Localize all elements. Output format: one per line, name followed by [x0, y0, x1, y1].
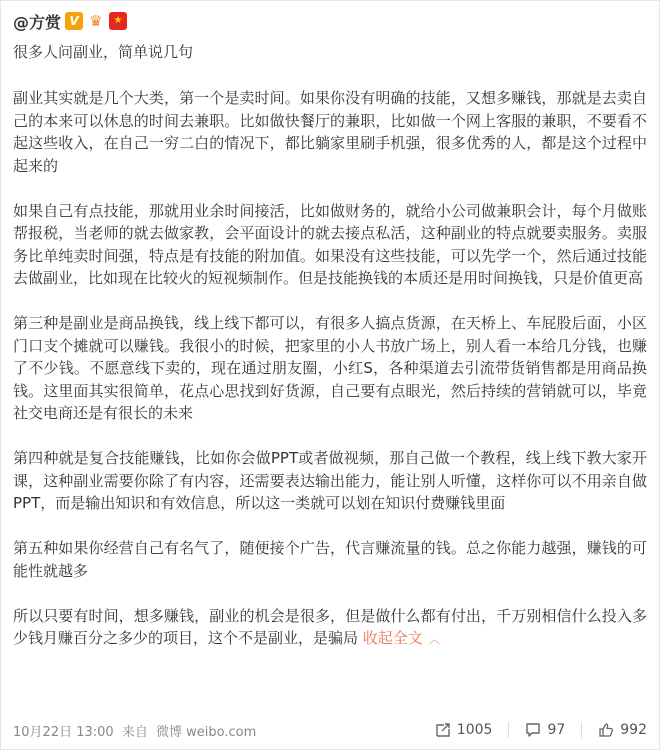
divider — [508, 722, 509, 738]
post-header — [13, 7, 127, 35]
china-flag-icon[interactable]: ★ — [109, 12, 127, 30]
post-intro: 很多人问副业，简单说几句 — [13, 43, 194, 61]
like-count: 992 — [620, 722, 647, 738]
comment-icon — [525, 722, 541, 738]
share-icon — [435, 722, 451, 738]
chevron-up-icon[interactable]: ︿ — [428, 633, 440, 646]
post-paragraph-last — [13, 605, 647, 652]
divider — [581, 722, 582, 738]
post-actions — [419, 722, 647, 738]
post-meta — [13, 721, 419, 740]
post-paragraph: 副业其实就是几个大类，第一个是卖时间。如果你没有明确的技能，又想多赚钱，那就是去卖自己的本来可以休息的时间去兼职。比如做快餐厅的兼职，比如做一个网上客服的兼职，不要看不起这些收入，在自己一穷二白的情况下，都比躺家里刷手机强，很多优秀的人，都是这个过程中起来的 — [13, 89, 647, 175]
crown-member-icon[interactable]: ♛ — [87, 12, 105, 30]
post-paragraph: 如果自己有点技能，那就用业余时间接活，比如做财务的，就给小公司做兼职会计，每个月做账帮报税，当老师的就去做家教，会平面设计的就去接点私活，这种副业的特点就要卖服务。卖服务比单纯卖时间强，特点是有技能的附加值。如果没有这些技能，可以先学一个，然后通过技能去做副业，比如现在比较火的短视频制作。但是技能换钱的本质还是用时间换钱，只是价值更高 — [13, 201, 647, 287]
comment-count: 97 — [547, 722, 566, 738]
post-paragraph: 第四种就是复合技能赚钱，比如你会做PPT或者做视频，那自己做一个教程，线上线下教大家开课，这种副业需要你除了有内容，还需要表达输出能力，能让别人听懂，这样你可以不用亲自做PPT，而是输出知识和有效信息，所以这一类就可以划在知识付费赚钱里面 — [13, 449, 647, 512]
post-footer — [13, 717, 647, 743]
collapse-full-text-link[interactable]: 收起全文 — [362, 629, 423, 647]
post-paragraph-text: 所以只要有时间，想多赚钱，副业的机会是很多，但是做什么都有付出，千万别相信什么投入多少钱月赚百分之多少的项目，这个不是副业，是骗局 — [13, 606, 647, 647]
source-prefix: 来自 — [121, 724, 148, 740]
repost-button[interactable] — [435, 722, 493, 738]
post-source[interactable]: 微博 weibo.com — [155, 724, 257, 740]
author-name[interactable]: @方赏 — [13, 12, 62, 32]
thumbs-up-icon — [598, 722, 614, 738]
post-body — [13, 87, 647, 674]
comment-button[interactable] — [525, 722, 565, 738]
like-button[interactable] — [598, 722, 647, 738]
post-paragraph: 第五种如果你经营自己有名气了，随便接个广告，代言赚流量的钱。总之你能力越强，赚钱的可能性就越多 — [13, 539, 647, 580]
post-date[interactable]: 10月22日 13:00 — [13, 724, 114, 740]
verified-v-icon[interactable]: V — [65, 12, 83, 30]
post-paragraph: 第三种是副业是商品换钱，线上线下都可以，有很多人搞点货源，在天桥上、车屁股后面，小区门口支个摊就可以赚钱。我很小的时候，把家里的小人书放广场上，别人看一本给几分钱，也赚了不少钱。不愿意线下卖的，现在通过朋友圈，小红S，各种渠道去引流带货销售都是用商品换钱。这里面其实很简单，花点心思找到好货源，自己要有点眼光，然后持续的营销就可以，毕竟社交电商还是有很长的未来 — [13, 314, 647, 422]
repost-count: 1005 — [456, 722, 493, 738]
